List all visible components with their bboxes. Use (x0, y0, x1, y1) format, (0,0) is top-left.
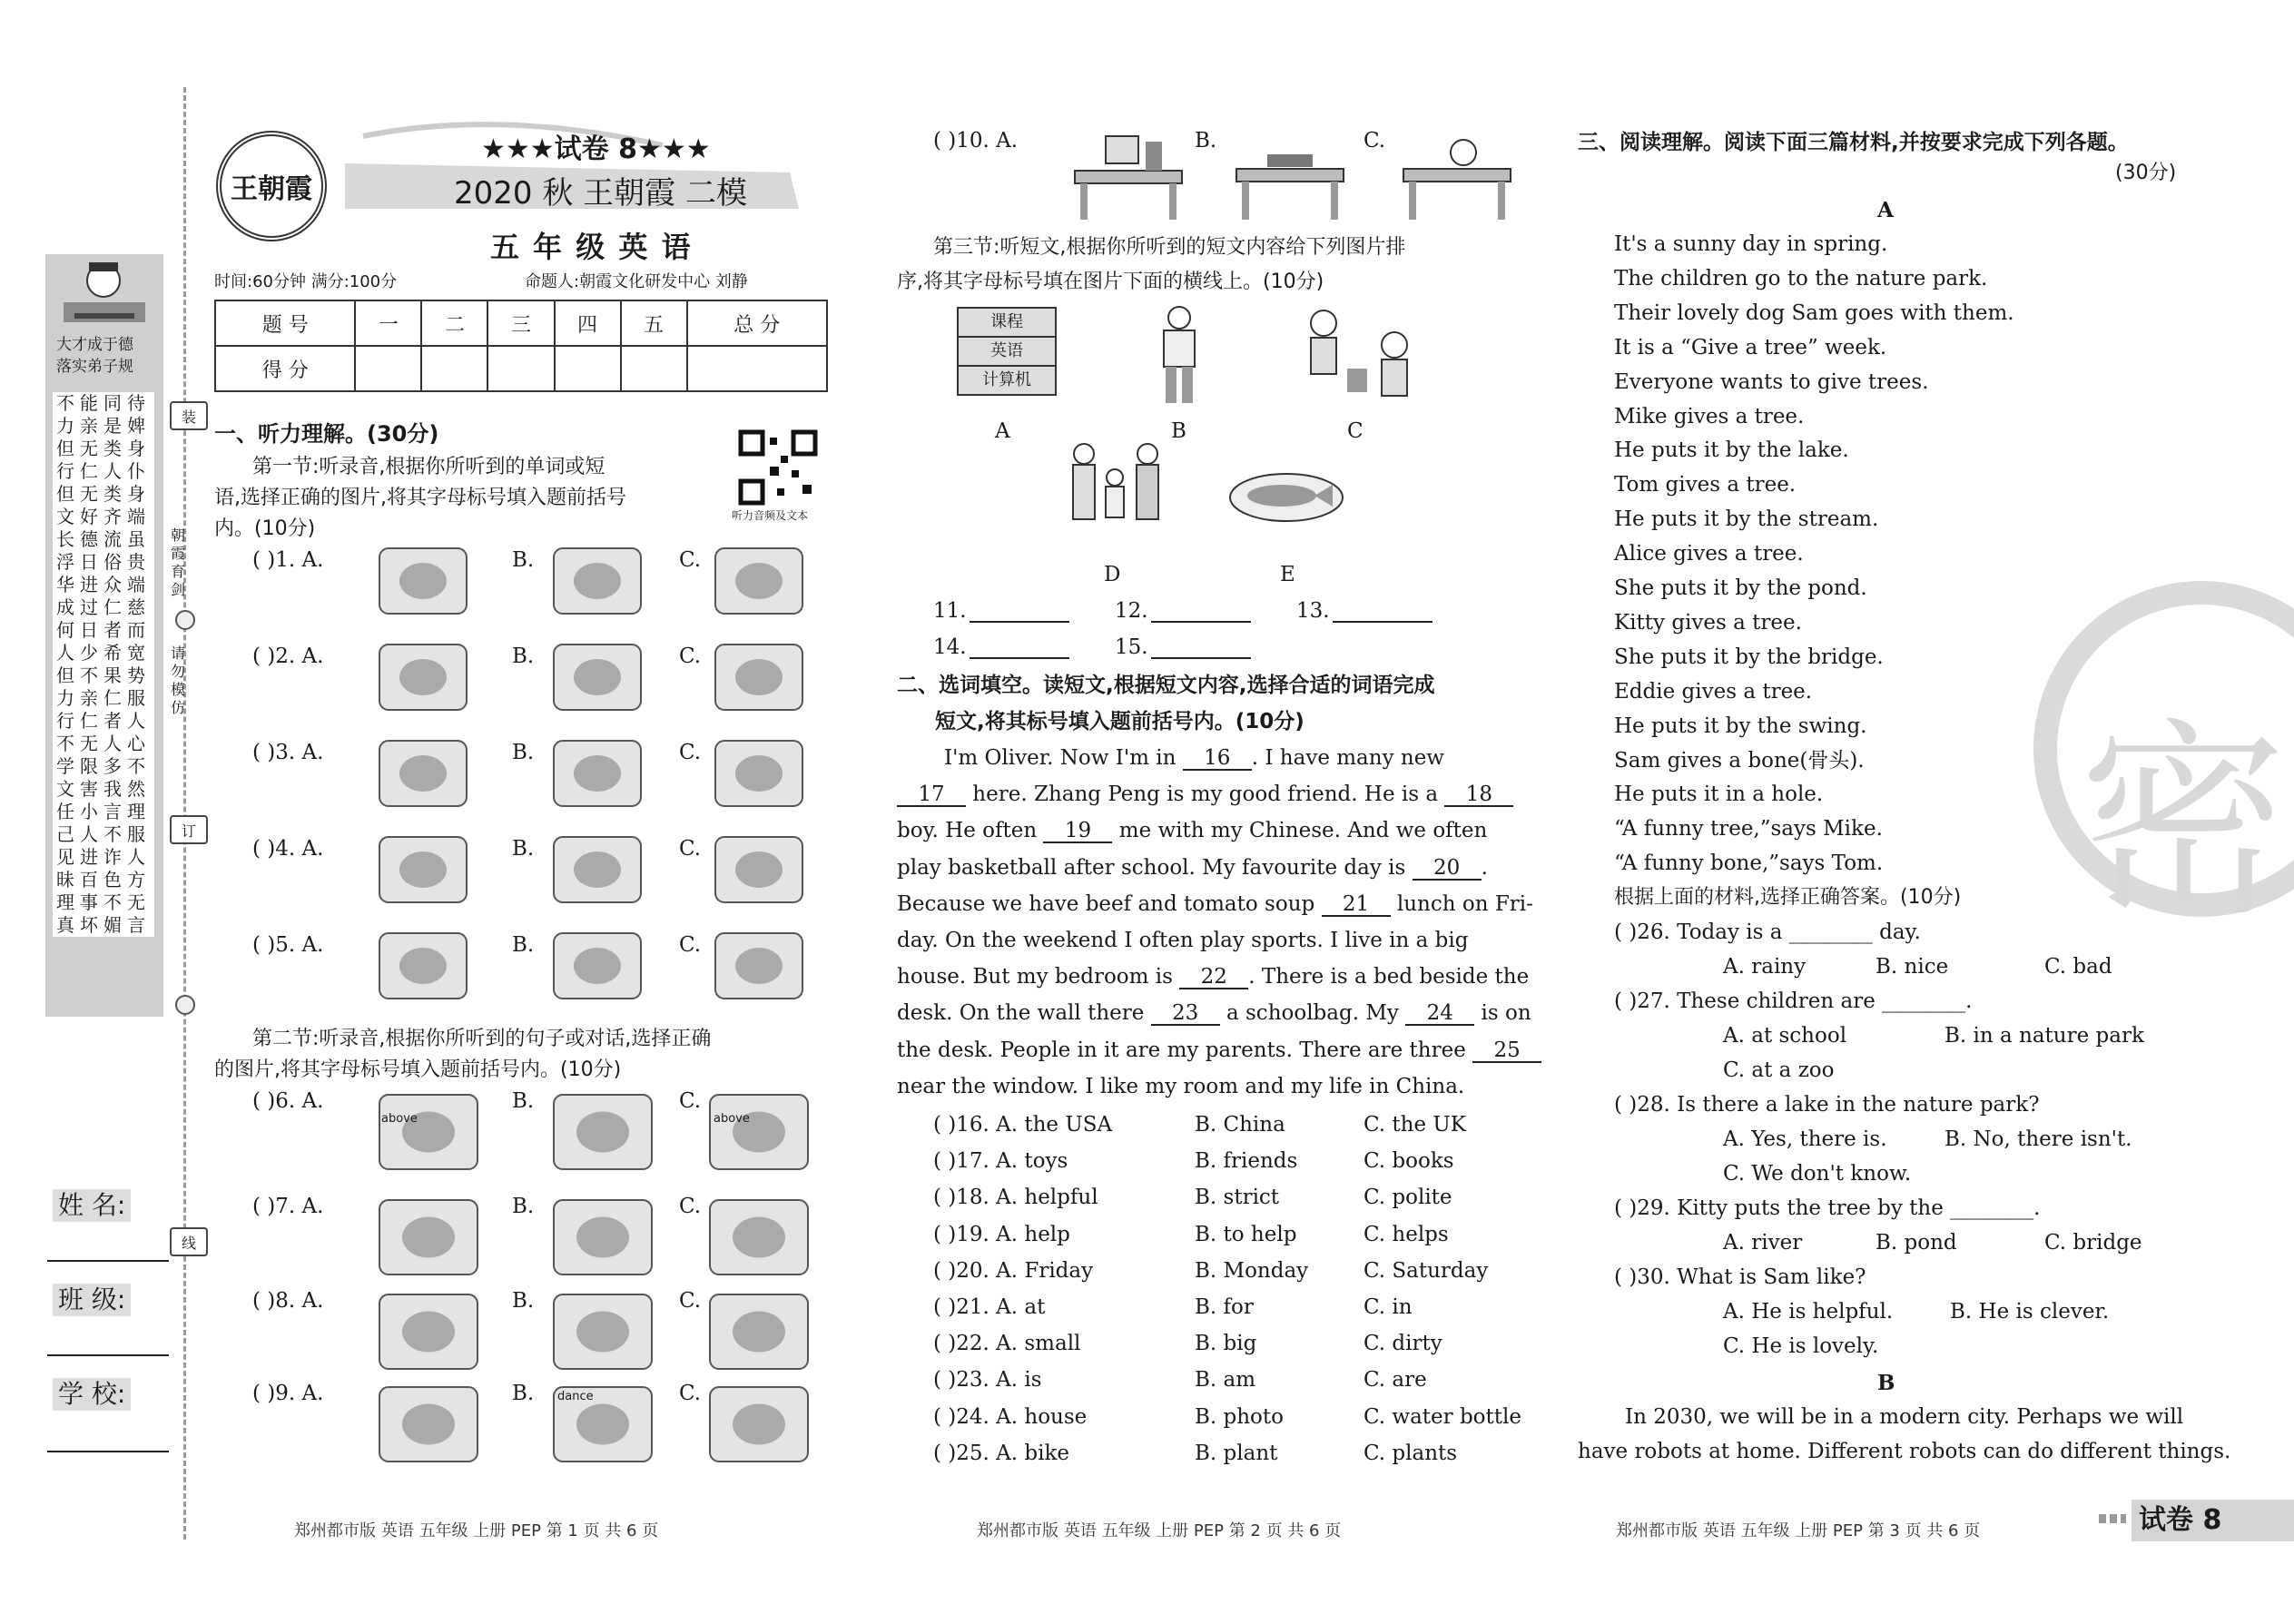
option-c-label: C. (679, 1089, 702, 1113)
option-row-b[interactable]: B. strict (1195, 1186, 1280, 1210)
part3-heading: 三、阅读理解。阅读下面三篇材料,并按要求完成下列各题。 (1578, 131, 2129, 154)
name-field[interactable] (47, 1260, 169, 1262)
question-26: ( )26. Today is a ________ day. (1614, 920, 1921, 944)
part2-heading-1: 二、选词填空。读短文,根据短文内容,选择合适的词语完成 (897, 674, 1435, 697)
passage-blank[interactable]: 25 (1472, 1040, 1541, 1063)
question-1-label: ( )1. A. (252, 548, 324, 572)
score-header-cell: 一 (355, 300, 421, 346)
option-row-b[interactable]: B. China (1195, 1113, 1285, 1137)
picture-letter-e: E (1280, 563, 1295, 586)
q30-option-b[interactable]: B. He is clever. (1950, 1300, 2110, 1324)
river-path-picture[interactable] (550, 545, 645, 617)
passage-text: . (1481, 855, 1488, 880)
desk-computer-picture[interactable] (1069, 133, 1187, 223)
boy-football-picture[interactable] (376, 833, 470, 906)
option-row-c[interactable]: C. books (1364, 1149, 1454, 1174)
answer-blank[interactable] (1151, 621, 1251, 623)
passage-a-line: He puts it in a hole. (1614, 782, 1824, 807)
option-row-b[interactable]: B. photo (1195, 1404, 1284, 1429)
desk-book-picture[interactable] (1231, 133, 1349, 223)
passage-text: a schoolbag. My (1219, 1001, 1406, 1026)
passage-a-line: Their lovely dog Sam goes with them. (1614, 300, 2014, 325)
passage-a-line: She puts it by the pond. (1614, 576, 1867, 600)
q27-option-c[interactable]: C. at a zoo (1723, 1058, 1835, 1082)
poem-line: 任小言理 (56, 801, 151, 822)
q10-option-b: B. (1195, 129, 1217, 153)
poem-line: 己人不服 (56, 823, 151, 845)
passage-line (944, 748, 1444, 771)
girls-cooking-picture[interactable] (1296, 305, 1423, 405)
hole-icon (175, 995, 195, 1015)
score-cell[interactable] (421, 346, 487, 391)
passage-a-line: He puts it by the swing. (1614, 714, 1867, 738)
passage-blank[interactable]: 22 (1179, 967, 1248, 989)
schedule-picture[interactable] (957, 307, 1057, 396)
footer-page-1: 郑州都市版 英语 五年级 上册 PEP 第 1 页 共 6 页 (294, 1521, 659, 1540)
pic-label-above: above (714, 1112, 750, 1126)
passage-blank[interactable]: 19 (1043, 821, 1112, 843)
option-row-b[interactable]: B. for (1195, 1295, 1254, 1319)
lake-picture[interactable] (376, 545, 470, 617)
option-b-label: B. (512, 837, 535, 861)
picture-letter-c: C (1347, 419, 1364, 443)
option-row-c[interactable]: C. are (1364, 1368, 1427, 1393)
poem-block (53, 392, 154, 937)
passage-blank[interactable]: 18 (1444, 784, 1513, 807)
passage-text: Because we have beef and tomato soup (897, 891, 1322, 916)
passage-a-line: Sam gives a bone(骨头). (1614, 748, 1865, 773)
blank-label: 14. (933, 635, 967, 659)
logo (216, 131, 327, 241)
option-b-label: B. (512, 741, 535, 764)
question-3-label: ( )3. A. (252, 741, 324, 764)
passage-line (897, 891, 1533, 917)
q29-option-c[interactable]: C. bridge (2044, 1231, 2142, 1255)
question-4-label: ( )4. A. (252, 837, 324, 861)
q29-option-a[interactable]: A. river (1723, 1231, 1803, 1255)
picture-letter-a: A (995, 419, 1010, 443)
q26-option-c[interactable]: C. bad (2044, 955, 2112, 979)
option-b-label: B. (512, 1382, 535, 1405)
poem-line: 不无人心 (56, 733, 151, 754)
option-row-b[interactable]: B. big (1195, 1332, 1257, 1356)
question-8-label: ( )8. A. (252, 1289, 324, 1313)
boy-reading-picture[interactable] (712, 930, 806, 1002)
poem-text (53, 392, 154, 937)
score-cell[interactable] (355, 346, 421, 391)
score-cell[interactable] (621, 346, 687, 391)
score-row-label: 得 分 (215, 346, 355, 391)
ping-pong-picture[interactable] (712, 833, 806, 906)
q26-option-b[interactable]: B. nice (1876, 955, 1949, 979)
tag-dots (2099, 1514, 2126, 1523)
passage-text: play basketball after school. My favourite day is (897, 855, 1413, 880)
passage-a-line: Everyone wants to give trees. (1614, 369, 1929, 394)
pic-label-above: above (381, 1112, 418, 1126)
paper-number: ★★★试卷 8★★★ (481, 133, 711, 165)
passage-line (897, 821, 1487, 843)
option-row-a[interactable]: ( )22. A. small (933, 1332, 1081, 1356)
score-header-cell: 题 号 (215, 300, 355, 346)
score-cell[interactable] (555, 346, 621, 391)
school-field[interactable] (47, 1451, 169, 1452)
option-row-b[interactable]: B. friends (1195, 1149, 1298, 1174)
passage-blank[interactable]: 23 (1151, 1003, 1220, 1026)
passage-blank[interactable]: 16 (1183, 748, 1252, 771)
passage-a-line: Alice gives a tree. (1614, 542, 1804, 566)
sandwich-picture[interactable] (376, 737, 470, 810)
q30-option-a[interactable]: A. He is helpful. (1723, 1300, 1894, 1324)
passage-a-line: He puts it by the lake. (1614, 438, 1849, 463)
schedule-cell: 课程 (959, 309, 1055, 338)
passage-line (897, 930, 1468, 951)
poem-line: 昧百色方 (56, 869, 151, 891)
option-c-label: C. (679, 548, 702, 572)
option-row-a[interactable]: ( )17. A. toys (933, 1149, 1068, 1174)
question-7-label: ( )7. A. (252, 1195, 324, 1218)
option-row-b[interactable]: B. plant (1195, 1441, 1278, 1465)
option-row-c[interactable]: C. in (1364, 1295, 1413, 1319)
time-info: 时间:60分钟 满分:100分 (214, 272, 398, 291)
option-row-b[interactable]: B. am (1195, 1368, 1256, 1393)
desk-clock-picture[interactable] (1398, 133, 1516, 223)
option-row-a[interactable]: ( )24. A. house (933, 1404, 1088, 1429)
subject-title: 五 年 级 英 语 (490, 230, 693, 264)
passage-blank[interactable]: 17 (897, 784, 966, 807)
passage-text: me with my Chinese. And we often (1112, 819, 1488, 843)
fish-dish-picture[interactable] (1227, 467, 1345, 525)
option-row-c[interactable]: C. plants (1364, 1441, 1458, 1465)
option-row-a[interactable]: ( )21. A. at (933, 1295, 1046, 1319)
sec1-instruction-1: 第一节:听录音,根据你所听到的单词或短 (252, 456, 605, 478)
qr-caption: 听力音频及文本 (732, 509, 809, 522)
school-label: 学 校: (53, 1378, 131, 1411)
score-row (215, 346, 827, 391)
binding-badge-2: 订 (170, 815, 208, 844)
poem-line: 真坏媚言 (56, 914, 151, 936)
passage-a-line: The children go to the nature park. (1614, 266, 1988, 290)
option-row-c[interactable]: C. dirty (1364, 1332, 1442, 1356)
sec1-instruction-2: 语,选择正确的图片,将其字母标号填入题前括号 (214, 487, 626, 509)
score-cell[interactable] (687, 346, 827, 391)
poem-line: 文害我然 (56, 778, 151, 800)
score-header-cell: 总 分 (687, 300, 827, 346)
option-row-b[interactable]: B. Monday (1195, 1258, 1309, 1283)
puppy-ball-picture[interactable] (376, 641, 470, 714)
poem-line: 成过仁慈 (56, 596, 151, 618)
part3-score: (30分) (2115, 162, 2177, 184)
question-5-label: ( )5. A. (252, 933, 324, 957)
passage-line (897, 855, 1488, 881)
confidential-seal-char: 密 (2079, 702, 2289, 944)
classroom-above-2-picture[interactable] (706, 1091, 812, 1173)
passage-line (897, 1040, 1541, 1063)
score-header-cell: 五 (621, 300, 687, 346)
motto-line-1: 大才成于德 (56, 336, 133, 354)
passage-text: desk. On the wall there (897, 1001, 1151, 1026)
option-b-label: B. (512, 548, 535, 572)
passage-text: I'm Oliver. Now I'm in (944, 746, 1183, 770)
scholar-illustration (56, 259, 153, 331)
score-header-cell: 三 (487, 300, 554, 346)
girl-basket-picture[interactable] (376, 930, 470, 1002)
man-picture[interactable] (1140, 305, 1218, 405)
q27-option-a[interactable]: A. at school (1723, 1024, 1847, 1048)
option-c-label: C. (679, 1382, 702, 1405)
passage-text: house. But my bedroom is (897, 965, 1180, 989)
passage-text: near the window. I like my room and my life in China. (897, 1074, 1465, 1098)
option-b-label: B. (512, 933, 535, 957)
passage-line (897, 967, 1529, 989)
passage-blank[interactable]: 20 (1413, 858, 1482, 881)
passage-text: . I have many new (1251, 746, 1444, 770)
poem-line: 但无类身 (56, 438, 151, 459)
sec3-instruction-2: 序,将其字母标号填在图片下面的横线上。(10分) (897, 271, 1324, 293)
poem-line: 但无类身 (56, 483, 151, 505)
option-c-label: C. (679, 933, 702, 957)
option-row-a[interactable]: ( )20. A. Friday (933, 1258, 1094, 1283)
poem-line: 学限多不 (56, 755, 151, 777)
score-table (214, 300, 828, 392)
blank-label: 11. (933, 599, 967, 623)
motto-line-2: 落实弟子规 (56, 358, 133, 376)
man-glasses-picture[interactable] (376, 1383, 481, 1465)
option-b-label: B. (512, 1195, 535, 1218)
q28-option-c[interactable]: C. We don't know. (1723, 1162, 1912, 1186)
answer-blank[interactable] (1333, 621, 1433, 623)
boy-running-picture[interactable] (550, 833, 645, 906)
exam-title: 2020 秋 王朝霞 二模 (454, 175, 747, 212)
poem-line: 长德流虽 (56, 528, 151, 550)
option-row-c[interactable]: C. the UK (1364, 1113, 1466, 1137)
vertical-text-2: 请勿模仿 (171, 645, 186, 716)
passage-a-line: She puts it by the bridge. (1614, 645, 1884, 669)
part2-heading-2: 短文,将其标号填入题前括号内。(10分) (935, 710, 1305, 733)
passage-a-instruction: 根据上面的材料,选择正确答案。(10分) (1614, 886, 1962, 909)
passage-line (897, 784, 1513, 807)
option-c-label: C. (679, 1195, 702, 1218)
poem-line: 人少希宽 (56, 642, 151, 664)
class-label: 班 级: (53, 1284, 131, 1316)
passage-b-title: B (1877, 1371, 1895, 1395)
classroom-tv-picture[interactable] (550, 930, 645, 1002)
girl-drink-picture[interactable] (376, 1196, 481, 1278)
blank-label: 13. (1296, 599, 1330, 623)
question-30: ( )30. What is Sam like? (1614, 1265, 1866, 1289)
option-c-label: C. (679, 1289, 702, 1313)
poem-line: 华进众端 (56, 574, 151, 595)
answer-blank[interactable] (1151, 657, 1251, 659)
passage-text: . There is a bed beside the (1248, 965, 1530, 989)
passage-line (897, 1003, 1531, 1026)
q26-option-a[interactable]: A. rainy (1723, 955, 1807, 979)
poem-line: 理事不无 (56, 891, 151, 913)
blank-label: 15. (1115, 635, 1148, 659)
picture-letter-d: D (1104, 563, 1121, 586)
q10-label: ( )10. A. (933, 129, 1019, 153)
passage-a-line: Eddie gives a tree. (1614, 679, 1813, 704)
option-row-a[interactable]: ( )16. A. the USA (933, 1113, 1113, 1137)
passage-a-line: Kitty gives a tree. (1614, 610, 1802, 635)
sec2-instruction-2: 的图片,将其字母标号填入题前括号内。(10分) (214, 1058, 622, 1081)
q28-option-b[interactable]: B. No, there isn't. (1944, 1127, 2132, 1151)
passage-b-line-2: have robots at home. Different robots can do different things. (1578, 1440, 2231, 1463)
option-row-c[interactable]: C. helps (1364, 1222, 1449, 1246)
q28-option-a[interactable]: A. Yes, there is. (1723, 1127, 1887, 1151)
ice-cream-picture[interactable] (550, 1196, 655, 1278)
option-c-label: C. (679, 741, 702, 764)
footer-page-2: 郑州都市版 英语 五年级 上册 PEP 第 2 页 共 6 页 (977, 1521, 1342, 1540)
option-row-c[interactable]: C. polite (1364, 1186, 1452, 1210)
paper-tag: 试卷 8 (2139, 1504, 2222, 1536)
schedule-cell: 英语 (959, 338, 1055, 367)
logo-text: 王朝霞 (231, 173, 312, 205)
passage-a-title: A (1877, 198, 1894, 222)
binding-badge-1: 装 (170, 401, 208, 430)
forest-picture[interactable] (712, 545, 806, 617)
hole-icon (175, 610, 195, 630)
picture-letter-b: B (1171, 419, 1186, 443)
qr-code-icon[interactable] (737, 428, 819, 507)
poem-line: 力亲仁服 (56, 687, 151, 709)
question-29: ( )29. Kitty puts the tree by the ________. (1614, 1196, 2041, 1220)
passage-a-line: “A funny tree,”says Mike. (1614, 817, 1883, 842)
poem-line: 何日者而 (56, 619, 151, 641)
boy-desk-picture[interactable] (376, 1291, 481, 1373)
option-c-label: C. (679, 645, 702, 668)
boy-glasses-picture[interactable] (706, 1383, 812, 1465)
q29-option-b[interactable]: B. pond (1876, 1231, 1957, 1255)
question-6-label: ( )6. A. (252, 1089, 324, 1113)
q10-option-c: C. (1364, 129, 1386, 153)
poem-line: 力亲是婢 (56, 415, 151, 437)
option-c-label: C. (679, 837, 702, 861)
hamburger-picture[interactable] (550, 737, 645, 810)
passage-text: lunch on Fri- (1390, 891, 1533, 916)
option-b-label: B. (512, 645, 535, 668)
passage-text: day. On the weekend I often play sports. I live in a big (897, 929, 1469, 952)
author-info: 命题人:朝霞文化研发中心 刘静 (525, 272, 748, 291)
teacher-board-picture[interactable] (550, 1091, 655, 1173)
poem-line: 但不果势 (56, 664, 151, 686)
boy-sitting-picture[interactable] (550, 1291, 655, 1373)
passage-text: boy. He often (897, 819, 1044, 843)
noodles-picture[interactable] (712, 737, 806, 810)
question-27: ( )27. These children are ________. (1614, 989, 1973, 1013)
option-b-label: B. (512, 1289, 535, 1313)
passage-a-line: Mike gives a tree. (1614, 404, 1805, 428)
score-header-cell: 二 (421, 300, 487, 346)
dog-tennis-ball-picture[interactable] (712, 641, 806, 714)
milk-carton-picture[interactable] (706, 1196, 812, 1278)
binding-badge-3: 线 (170, 1227, 208, 1256)
family-picture[interactable] (1062, 441, 1171, 550)
answer-blank[interactable] (970, 657, 1069, 659)
pic-label-dance: dance (557, 1390, 594, 1403)
name-label: 姓 名: (53, 1189, 131, 1222)
ball-dog-picture[interactable] (550, 641, 645, 714)
class-field[interactable] (47, 1354, 169, 1356)
poem-line: 行仁人仆 (56, 460, 151, 482)
vertical-text-1: 朝霞育剑 (171, 527, 186, 598)
poem-line: 行仁者人 (56, 710, 151, 732)
passage-a-line: Tom gives a tree. (1614, 473, 1797, 497)
passage-b-line-1: In 2030, we will be in a modern city. Perhaps we will (1625, 1405, 2184, 1429)
option-row-c[interactable]: C. water bottle (1364, 1404, 1521, 1429)
answer-blank[interactable] (970, 621, 1069, 623)
passage-a-line: It is a “Give a tree” week. (1614, 335, 1887, 359)
poem-line: 见进诈人 (56, 846, 151, 868)
passage-text: here. Zhang Peng is my good friend. He is a (966, 782, 1445, 807)
passage-text: the desk. People in it are my parents. There are three (897, 1038, 1473, 1062)
question-28: ( )28. Is there a lake in the nature park? (1614, 1093, 2040, 1117)
passage-blank[interactable]: 21 (1322, 894, 1391, 917)
binding-line (183, 87, 186, 1540)
score-cell[interactable] (487, 346, 554, 391)
classroom-above-picture[interactable] (376, 1091, 481, 1173)
option-row-a[interactable]: ( )19. A. help (933, 1222, 1070, 1246)
poem-line: 浮日俗贵 (56, 551, 151, 573)
question-9-label: ( )9. A. (252, 1382, 324, 1405)
passage-a-line: He puts it by the stream. (1614, 507, 1879, 532)
option-row-b[interactable]: B. to help (1195, 1222, 1297, 1246)
score-header-row (215, 300, 827, 346)
option-row-a[interactable]: ( )23. A. is (933, 1368, 1042, 1393)
schedule-cell: 计算机 (959, 367, 1055, 394)
sec2-instruction-1: 第二节:听录音,根据你所听到的句子或对话,选择正确 (252, 1028, 712, 1050)
boy-screen-picture[interactable] (706, 1291, 812, 1373)
option-row-a[interactable]: ( )18. A. helpful (933, 1186, 1098, 1210)
option-row-a[interactable]: ( )25. A. bike (933, 1441, 1070, 1465)
q27-option-b[interactable]: B. in a nature park (1944, 1024, 2144, 1048)
passage-blank[interactable]: 24 (1405, 1003, 1474, 1026)
option-b-label: B. (512, 1089, 535, 1113)
poem-line: 不能同待 (56, 392, 151, 414)
score-header-cell: 四 (555, 300, 621, 346)
poem-line: 文好齐端 (56, 506, 151, 527)
passage-line (897, 1074, 1465, 1098)
passage-a-line: It's a sunny day in spring. (1614, 232, 1888, 256)
passage-text: is on (1474, 1001, 1531, 1026)
sec1-instruction-3: 内。(10分) (214, 517, 316, 540)
blank-label: 12. (1115, 599, 1148, 623)
passage-a-line: “A funny bone,”says Tom. (1614, 851, 1884, 876)
q30-option-c[interactable]: C. He is lovely. (1723, 1334, 1879, 1358)
sec3-instruction-1: 第三节:听短文,根据你所听到的短文内容给下列图片排 (933, 236, 1406, 259)
question-2-label: ( )2. A. (252, 645, 324, 668)
footer-page-3: 郑州都市版 英语 五年级 上册 PEP 第 3 页 共 6 页 (1616, 1521, 1981, 1540)
part1-heading: 一、听力理解。(30分) (214, 421, 439, 447)
option-row-c[interactable]: C. Saturday (1364, 1258, 1489, 1283)
